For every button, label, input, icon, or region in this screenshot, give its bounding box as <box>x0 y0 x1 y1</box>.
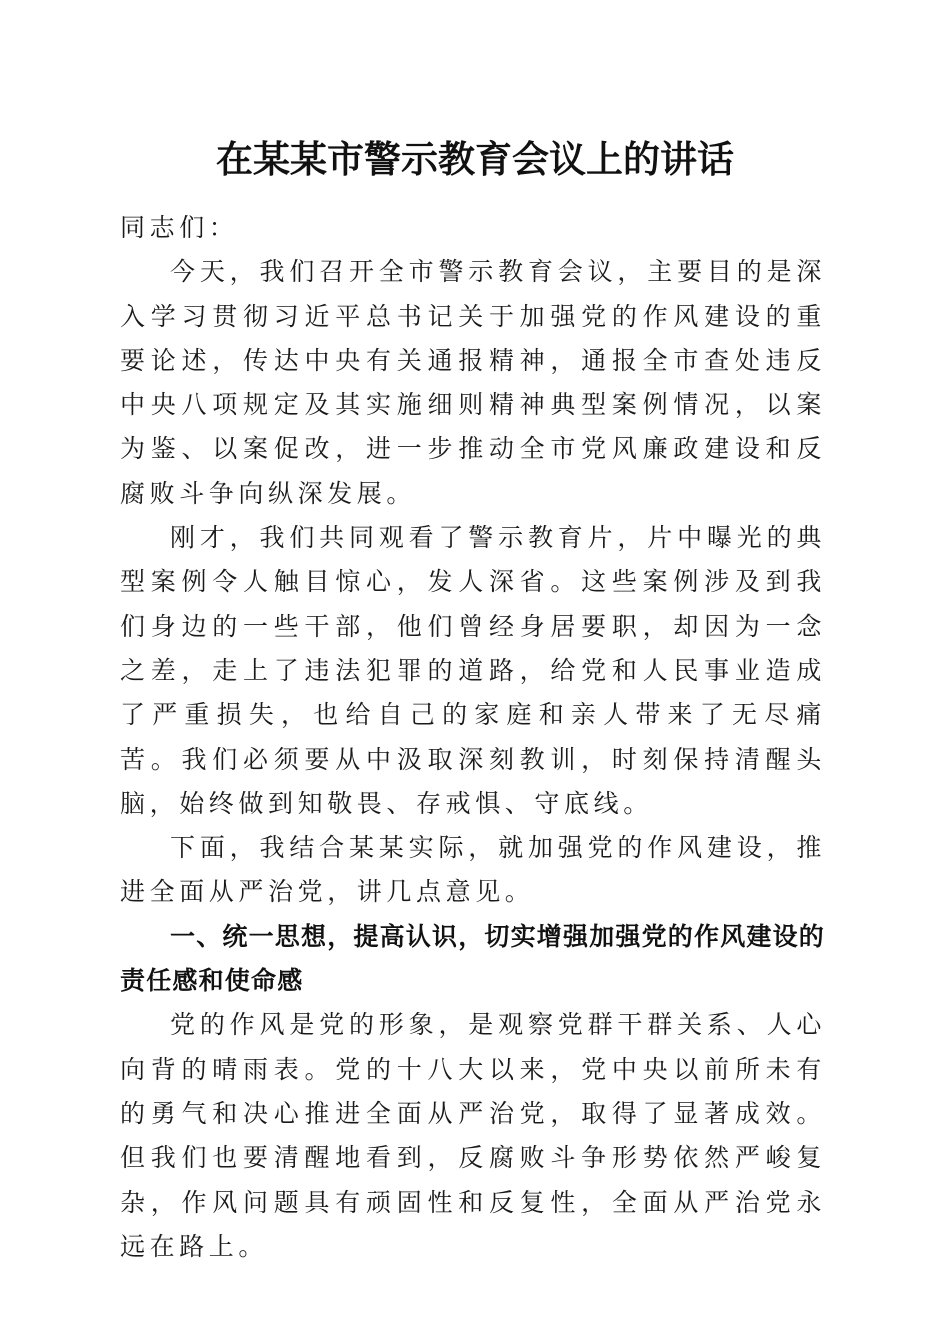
greeting: 同志们： <box>120 213 239 242</box>
paragraph-opening: 今天，我们召开全市警示教育会议，主要目的是深入学习贯彻习近平总书记关于加强党的作风建设的重要论述，传达中央有关通报精神，通报全市查处违反中央八项规定及其实施细则精神典型案例情况，以案为鉴、以案促改，进一步推动全市党风廉政建设和反腐败斗争向纵深发展。 <box>120 257 826 508</box>
paragraph-section-1: 党的作风是党的形象，是观察党群干群关系、人心向背的晴雨表。党的十八大以来，党中央以前所未有的勇气和决心推进全面从严治党，取得了显著成效。但我们也要清醒地看到，反腐败斗争形势依然严峻复杂，作风问题具有顽固性和反复性，全面从严治党永远在路上。 <box>120 1010 826 1261</box>
section-heading-1: 一、统一思想，提高认识，切实增强加强党的作风建设的责任感和使命感 <box>120 921 826 996</box>
document-title: 在某某市警示教育会议上的讲话 <box>216 137 734 181</box>
paragraph-outline: 下面，我结合某某实际，就加强党的作风建设，推进全面从严治党，讲几点意见。 <box>120 833 826 907</box>
document-body <box>120 206 826 1269</box>
paragraph-warning-film: 刚才，我们共同观看了警示教育片，片中曝光的典型案例令人触目惊心，发人深省。这些案例涉及到我们身边的一些干部，他们曾经身居要职，却因为一念之差，走上了违法犯罪的道路，给党和人民事业造成了严重损失，也给自己的家庭和亲人带来了无尽痛苦。我们必须要从中汲取深刻教训，时刻保持清醒头脑，始终做到知敬畏、存戒惧、守底线。 <box>120 523 826 818</box>
